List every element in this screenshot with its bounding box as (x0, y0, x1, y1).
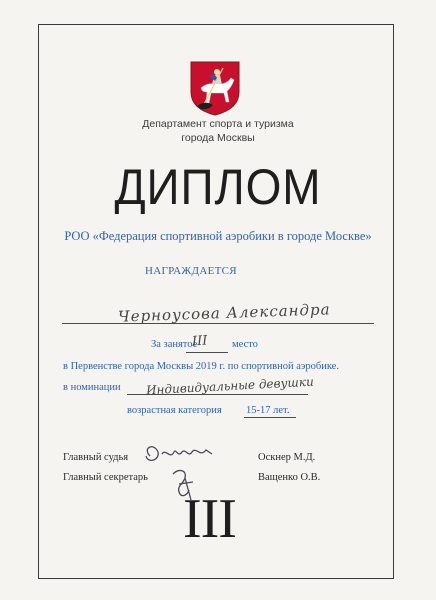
diploma-title: ДИПЛОМ (114, 159, 322, 215)
secretary-name: Ващенко О.В. (258, 472, 321, 483)
department-line-2: города Москвы (181, 132, 255, 144)
age-category-label: возрастная категория (127, 405, 222, 416)
competition-line: в Первенстве города Москвы 2019 г. по спортивной аэробике. (63, 361, 339, 372)
place-roman-numeral: III (183, 488, 236, 550)
place-suffix: место (232, 339, 258, 350)
nomination-handwritten: Индивидуальные девушки (145, 374, 315, 398)
age-category-underline (244, 417, 296, 418)
place-prefix: За занятое (151, 339, 198, 350)
moscow-coat-of-arms-icon (187, 58, 243, 116)
place-handwritten: III (191, 333, 208, 350)
awarded-label: НАГРАЖДАЕТСЯ (145, 265, 237, 277)
judge-name: Оскнер М.Д. (258, 452, 316, 463)
place-underline (186, 352, 228, 353)
nomination-prefix: в номинации (63, 382, 121, 393)
nomination-underline (127, 394, 308, 395)
secretary-title: Главный секретарь (63, 472, 148, 483)
organization-name: РОО «Федерация спортивной аэробики в городе Москве» (64, 229, 372, 243)
recipient-name: Черноусова Александра (117, 300, 331, 326)
department-line-1: Департамент спорта и туризма (142, 118, 294, 130)
age-category-value: 15-17 лет. (246, 405, 290, 416)
judge-title: Главный судья (63, 452, 129, 463)
recipient-underline (62, 323, 374, 324)
